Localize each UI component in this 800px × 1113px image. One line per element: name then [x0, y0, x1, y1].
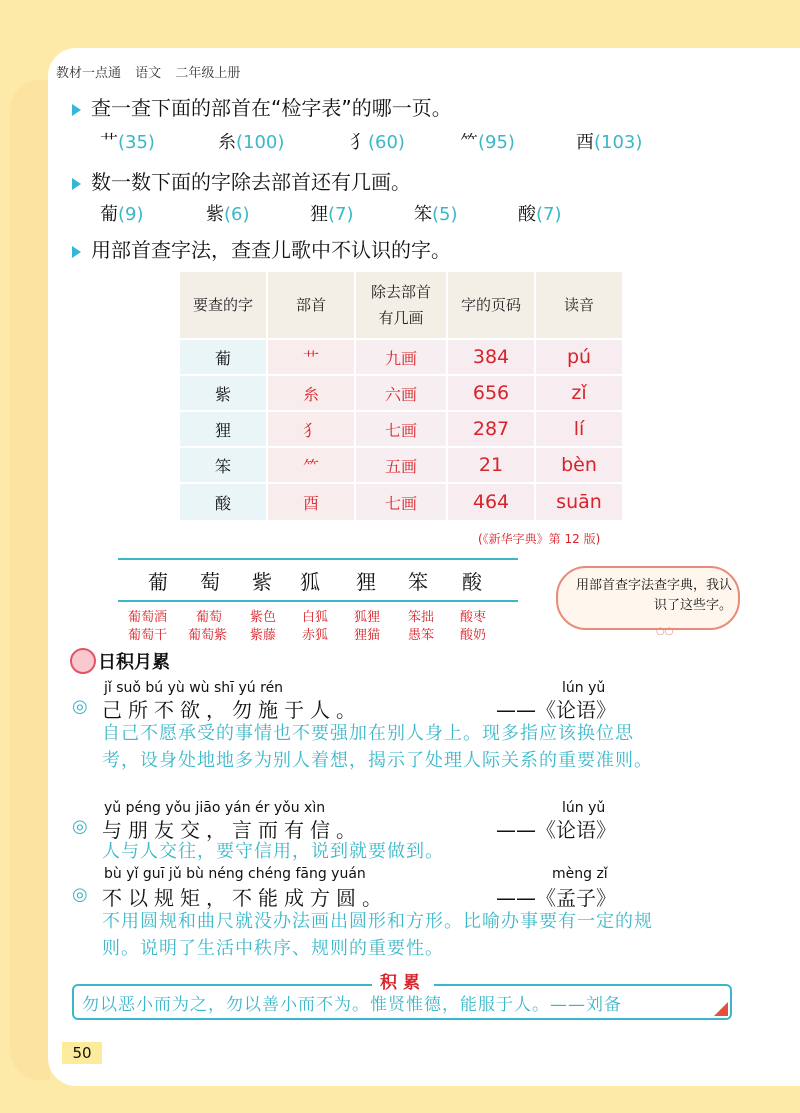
stroke-count-item: 笨(5): [414, 204, 458, 225]
quote-text: 己所不欲，勿施于人。: [102, 698, 362, 722]
quote-explanation: 不用圆规和曲尺就没办法画出圆形和方形。比喻办事要有一定的规则。说明了生活中秩序、规则的重要性。: [102, 911, 653, 959]
page-number: 50: [62, 1042, 102, 1064]
word: 葡萄干: [128, 628, 168, 643]
bubble-dots-icon: ○○: [656, 626, 674, 637]
radical-item: ⺮(95): [460, 132, 515, 153]
table-cell: 五画: [356, 448, 446, 482]
table-source: (《新华字典》第 12 版): [478, 532, 601, 546]
word: 白狐: [302, 610, 329, 625]
triangle-bullet-icon: [72, 246, 81, 258]
stroke-count-item: 狸(7): [310, 204, 354, 225]
word: 狐狸: [354, 610, 381, 625]
character: 笨: [408, 570, 428, 594]
radical-lookup-table: [180, 272, 622, 520]
table-cell: 六画: [356, 376, 446, 410]
word: 酸奶: [460, 628, 487, 643]
triangle-bullet-icon: [72, 104, 81, 116]
word: 葡萄酒: [128, 610, 168, 625]
pencil-icon: [70, 648, 96, 674]
table-cell: 狸: [180, 412, 266, 446]
radical-item: 糸(100): [218, 132, 285, 153]
source-pinyin: lún yǔ: [562, 800, 606, 816]
character: 狸: [356, 570, 376, 594]
section3-title: 用部首查字法，查查儿歌中不认识的字。: [72, 234, 451, 263]
quote-source: ——《论语》: [496, 698, 616, 722]
quote-pinyin: jǐ suǒ bú yù wù shī yú rén: [104, 680, 284, 696]
word: 葡萄: [196, 610, 223, 625]
table-cell: 紫: [180, 376, 266, 410]
triangle-bullet-icon: [72, 178, 81, 190]
word: 酸枣: [460, 610, 487, 625]
table-cell: 九画: [356, 340, 446, 374]
table-cell: 艹: [268, 340, 354, 374]
section1-title: 查一查下面的部首在“检字表”的哪一页。: [72, 92, 452, 121]
table-cell: 酸: [180, 484, 266, 520]
book-title: 教材一点通: [56, 66, 122, 81]
circle-bullet-icon: ◎: [72, 816, 88, 837]
stroke-count-item: 紫(6): [206, 204, 250, 225]
character: 葡: [148, 570, 168, 594]
table-cell: ⺮: [268, 448, 354, 482]
word: 赤狐: [302, 628, 329, 643]
table-cell: 七画: [356, 484, 446, 520]
source-pinyin: mèng zǐ: [552, 866, 608, 882]
section-title: 日积月累: [98, 652, 170, 673]
grade-label: 二年级上册: [175, 66, 241, 81]
stroke-count-item: 酸(7): [518, 204, 562, 225]
learned-characters: [118, 558, 518, 602]
quote-explanation: 自己不愿承受的事情也不要强加在别人身上。现多指应该换位思考，设身处地地多为别人着想，揭示了处理人际关系的重要准则。: [102, 723, 653, 771]
character: 狐: [300, 570, 320, 594]
page-header: [56, 62, 250, 81]
corner-decoration: [714, 1002, 728, 1016]
table-cell: 287: [448, 412, 534, 446]
radical-item: 酉(103): [576, 132, 643, 153]
section2-title: 数一数下面的字除去部首还有几画。: [72, 166, 411, 195]
circle-bullet-icon: ◎: [72, 696, 88, 717]
circle-bullet-icon: ◎: [72, 884, 88, 905]
table-header: 要查的字: [180, 272, 266, 338]
radical-item: 艹(35): [100, 132, 155, 153]
word: 狸猫: [354, 628, 381, 643]
table-cell: 384: [448, 340, 534, 374]
quote-source: ——《孟子》: [496, 886, 616, 910]
table-cell: 葡: [180, 340, 266, 374]
quote-explanation: 人与人交往，要守信用，说到就要做到。: [102, 841, 444, 862]
word: 笨拙: [408, 610, 435, 625]
table-cell: lí: [536, 412, 622, 446]
character: 酸: [462, 570, 482, 594]
table-cell: 糸: [268, 376, 354, 410]
quote-pinyin: bù yǐ guī jǔ bù néng chéng fāng yuán: [104, 866, 366, 882]
quote-pinyin: yǔ péng yǒu jiāo yán ér yǒu xìn: [104, 800, 326, 816]
word: 紫色: [250, 610, 277, 625]
table-header: 部首: [268, 272, 354, 338]
word: 愚笨: [408, 628, 435, 643]
table-cell: 656: [448, 376, 534, 410]
subject-label: 语文: [135, 66, 162, 81]
accumulation-box: [72, 968, 728, 1016]
table-header: 字的页码: [448, 272, 534, 338]
source-pinyin: lún yǔ: [562, 680, 606, 696]
table-cell: 464: [448, 484, 534, 520]
table-cell: 21: [448, 448, 534, 482]
table-cell: 犭: [268, 412, 354, 446]
word: 紫藤: [250, 628, 277, 643]
table-cell: zǐ: [536, 376, 622, 410]
table-cell: 笨: [180, 448, 266, 482]
word: 葡萄紫: [188, 628, 228, 643]
quote-source: ——《论语》: [496, 818, 616, 842]
table-header: 除去部首有几画: [356, 272, 446, 338]
speech-bubble-text: 用部首查字法查字典，我认识了这些字。: [575, 578, 732, 613]
radical-item: 犭(60): [350, 132, 405, 153]
table-cell: suān: [536, 484, 622, 520]
table-cell: bèn: [536, 448, 622, 482]
table-header: 读音: [536, 272, 622, 338]
table-cell: 酉: [268, 484, 354, 520]
page-edge-decoration: [10, 80, 50, 1080]
character: 紫: [252, 570, 272, 594]
accumulation-label: 积累: [372, 968, 434, 993]
stroke-count-item: 葡(9): [100, 204, 144, 225]
table-cell: pú: [536, 340, 622, 374]
quote-text: 与朋友交，言而有信。: [102, 818, 362, 842]
speech-bubble: [556, 566, 740, 630]
character: 萄: [200, 570, 220, 594]
accumulation-text: 勿以恶小而为之，勿以善小而不为。惟贤惟德，能服于人。——刘备: [82, 995, 622, 1015]
table-cell: 七画: [356, 412, 446, 446]
quote-text: 不以规矩，不能成方圆。: [102, 886, 388, 910]
